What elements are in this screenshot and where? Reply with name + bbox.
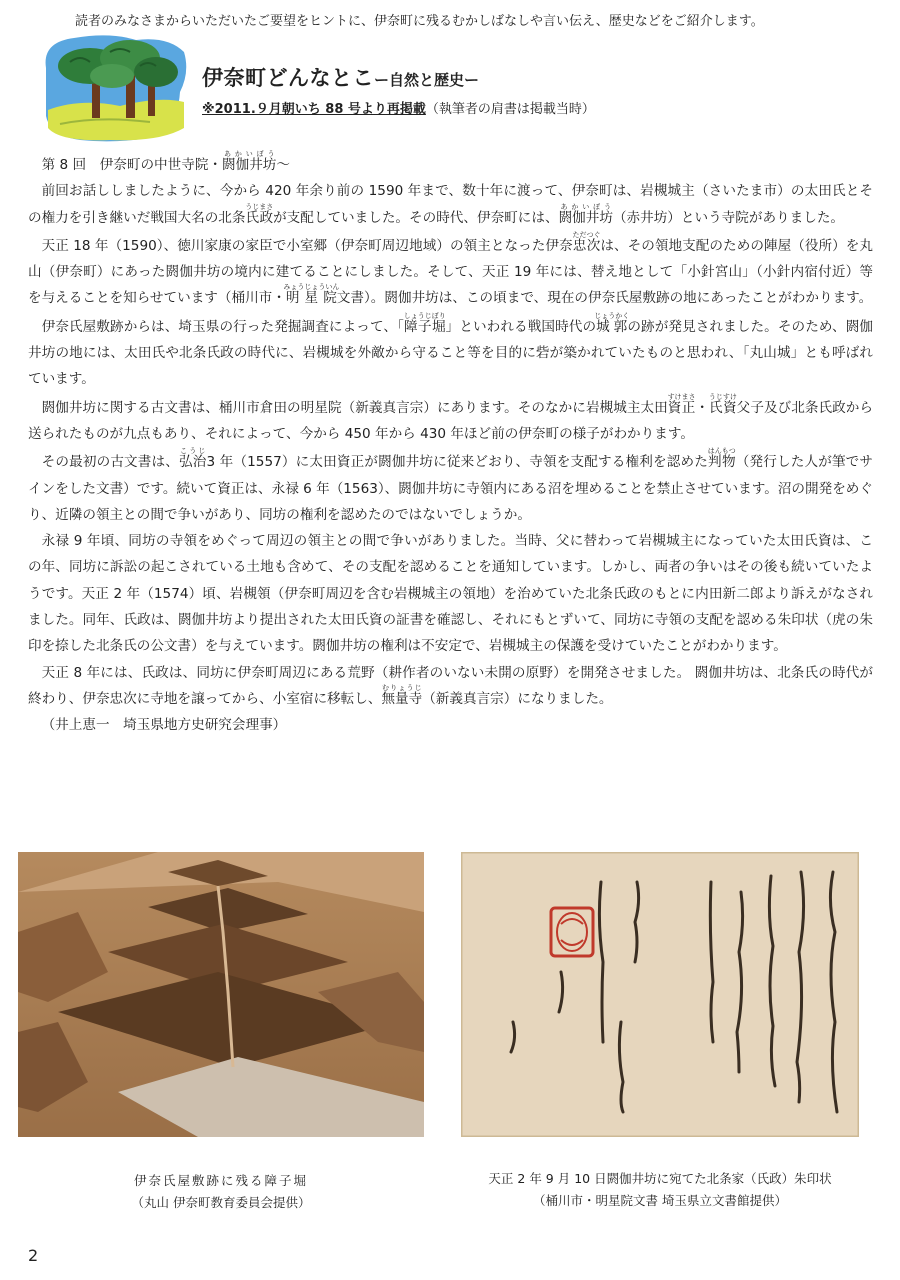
right-photo-caption (440, 1168, 880, 1212)
p3-kanji-1: 障子堀 (403, 318, 446, 335)
heading-ruby (222, 150, 277, 173)
p5-text-c: （発行した人が筆でサインをした文書）です。続いて資正は、永禄 6 年（1563）、閼伽井坊に寺領内にある沼を埋めることを禁止させています。沼の開発をめぐり、近隣の領主との間で争いがあり、同坊の権利を認めたのではないでしょうか。 (28, 454, 874, 523)
p5-kanji-1: 弘治 (179, 454, 207, 471)
intro-text: 読者のみなさまからいただいたご要望をヒントに、伊奈町に残るむかしばなしや言い伝え、歴史などをご紹介します。 (75, 14, 764, 29)
page-number: 2 (28, 1246, 39, 1265)
trees-illustration (40, 32, 190, 144)
p5-reading-2: はんもつ (707, 447, 736, 456)
p5-text-b: 3 年（1557）に太田資正が閼伽井坊に従来どおり、寺領を支配する権利を認めた (206, 454, 708, 471)
p2-kanji-2: 明星院 (283, 290, 340, 307)
title-block (202, 62, 892, 117)
right-caption-line-1: 天正 2 年 9 月 10 日閼伽井坊に宛てた北条家（氏政）朱印状 (488, 1171, 832, 1186)
heading-suffix: 〜 (276, 157, 290, 173)
p2-text-a: 天正 18 年（1590）、徳川家康の家臣で小室郷（伊奈町周辺地域）の領主となった伊奈 (41, 237, 573, 254)
p2-reading-2: みょうじょういん (283, 283, 340, 292)
title-main: 伊奈町どんなとこ (202, 66, 374, 90)
p5-text-a: その最初の古文書は、 (41, 454, 180, 471)
p2-reading-1: ただつぐ (572, 230, 601, 239)
p1-text-a: 前回お話ししましたように、今から 420 年余り前の 1590 年まで、数十年に渡って、伊奈町は、岩槻城主（さいたま市）の太田氏とその権力を引き継いだ戦国大名の北条 (28, 183, 873, 226)
p4-text-c: 父子及び北条氏政から送られたものが九点もあり、それによって、今から 450 年から 430 年ほど前の伊奈町の様子がわかります。 (28, 399, 874, 442)
p4-kanji-1: 資正 (667, 399, 696, 416)
p5-ruby-2 (707, 447, 736, 471)
p7-text-a: 天正 8 年には、氏政は、同坊に伊奈町周辺にある荒野（耕作者のいない未開の原野）を開発させました。 閼伽井坊は、北条氏の時代が終わり、伊奈忠次に寺地を譲ってから、小室宿に移転し、 (28, 664, 873, 707)
heading-prefix: 第 8 回 伊奈町の中世寺院・ (41, 157, 223, 173)
p4-ruby-1 (667, 392, 696, 416)
heading-kanji: 閼伽井坊 (222, 157, 277, 173)
republish-note (202, 98, 892, 117)
vermilion-seal-document-photo (461, 852, 859, 1137)
p4-reading-2: うじすけ (708, 392, 737, 401)
paragraph-7 (28, 660, 873, 713)
p5-reading-1: こうじ (179, 447, 207, 456)
p3-kanji-2: 城郭 (594, 318, 630, 335)
p4-text-b: ・ (695, 399, 710, 416)
paragraph-6: 永禄 9 年頃、同坊の寺領をめぐって周辺の領主との間で争いがありました。当時、父に替わって岩槻城主になっていた太田氏資は、この年、同坊に訴訟の起こされている土地も含めて、その支配を認めることを通知しています。しかし、両者の争いはその後も続いていたようです。天正 2 年（1574）頃、岩槻領（伊奈町周辺を含む岩槻城主の領地）を治めていた北条氏政のもとに内田新二郎より訴えがなされました。同年、氏政は、閼伽井坊より提出された太田氏資の証書を確認し、それにもとずいて、同坊に寺領の支配を認める朱印状（虎の朱印を捺した北条氏の公文書）を与えています。閼伽井坊の権利は不安定で、岩槻城主の保護を受けていたことがわかります。 (28, 533, 873, 655)
p5-ruby-1 (179, 447, 207, 471)
p3-ruby-1 (403, 311, 446, 335)
paragraph-4 (28, 393, 873, 448)
title-sub: ー自然と歴史ー (374, 71, 480, 89)
p2-text-c: 文書）。閼伽井坊は、この頃まで、現在の伊奈氏屋敷跡の地にあったことがわかります。 (336, 290, 873, 307)
p4-ruby-2 (708, 392, 737, 416)
p1-reading-1: うじまさ (245, 202, 274, 211)
p1-text-c: （赤井坊）という寺院がありました。 (612, 209, 845, 226)
author-credit: （井上恵一 埼玉県地方史研究会理事） (41, 717, 287, 734)
heading-reading: あかいぼう (222, 150, 277, 158)
p3-text-c: の跡が発見されました。そのため、閼伽井坊の地には、太田氏や北条氏政の時代に、岩槻城を外敵から守ること等を目的に砦が築かれていたものと思われ、「丸山城」とも呼ばれています。 (28, 318, 873, 388)
republish-note-underlined: ※2011.９月朝いち 88 号より再掲載 (202, 102, 426, 117)
excavation-photo (18, 852, 424, 1137)
left-caption-line-2: （丸山 伊奈町教育委員会提供） (131, 1195, 311, 1210)
paragraph-5 (28, 447, 873, 528)
p2-ruby-2 (283, 283, 340, 307)
page-title (202, 62, 892, 92)
p3-reading-1: しょうじぼり (403, 311, 446, 320)
p4-text-a: 閼伽井坊に関する古文書は、桶川市倉田の明星院（新義真言宗）にあります。そのなかに岩槻城主太田 (41, 399, 668, 416)
p1-kanji-2: 閼伽井坊 (558, 209, 613, 226)
p1-ruby-1 (245, 202, 274, 226)
paragraph-3 (28, 312, 873, 393)
p1-kanji-1: 氏政 (245, 209, 274, 226)
paragraph-2 (28, 231, 873, 312)
right-caption-line-2: （桶川市・明星院文書 埼玉県立文書館提供） (533, 1193, 787, 1208)
p3-text-b: 」といわれる戦国時代の (445, 318, 597, 335)
p5-kanji-2: 判物 (707, 454, 736, 471)
republish-note-rest: （執筆者の肩書は掲載当時） (425, 102, 595, 117)
p2-text-b: は、その領地支配のための陣屋（役所）を丸山（伊奈町）にあった閼伽井坊の境内に建てることにしました。そして、天正 19 年には、替え地として「小針宮山」（小針内宿付近）等を与えることを知らせています（桶川市・ (28, 237, 874, 307)
p4-reading-1: すけまさ (667, 392, 696, 401)
article-body (28, 150, 873, 739)
p1-text-b: が支配していました。その時代、伊奈町には、 (273, 209, 559, 226)
p4-kanji-2: 氏資 (708, 399, 737, 416)
p3-ruby-2 (594, 311, 630, 335)
p2-kanji-1: 忠次 (572, 237, 601, 254)
left-caption-line-1: 伊奈氏屋敷跡に残る障子堀 (133, 1173, 308, 1188)
p7-ruby-1 (381, 683, 423, 707)
p3-text-a: 伊奈氏屋敷跡からは、埼玉県の行った発掘調査によって、「 (41, 318, 404, 335)
p3-reading-2: じょうかく (594, 311, 630, 320)
left-photo-caption (18, 1170, 424, 1214)
p1-reading-2: あかいぼう (558, 202, 613, 211)
p1-ruby-2 (558, 202, 613, 226)
p7-text-b: （新義真言宗）になりました。 (422, 690, 613, 707)
p7-kanji-1: 無量寺 (381, 690, 423, 707)
p2-ruby-1 (572, 230, 601, 254)
p7-reading-1: むりょうじ (381, 683, 423, 692)
article-heading (28, 150, 873, 178)
paragraph-1 (28, 178, 873, 231)
